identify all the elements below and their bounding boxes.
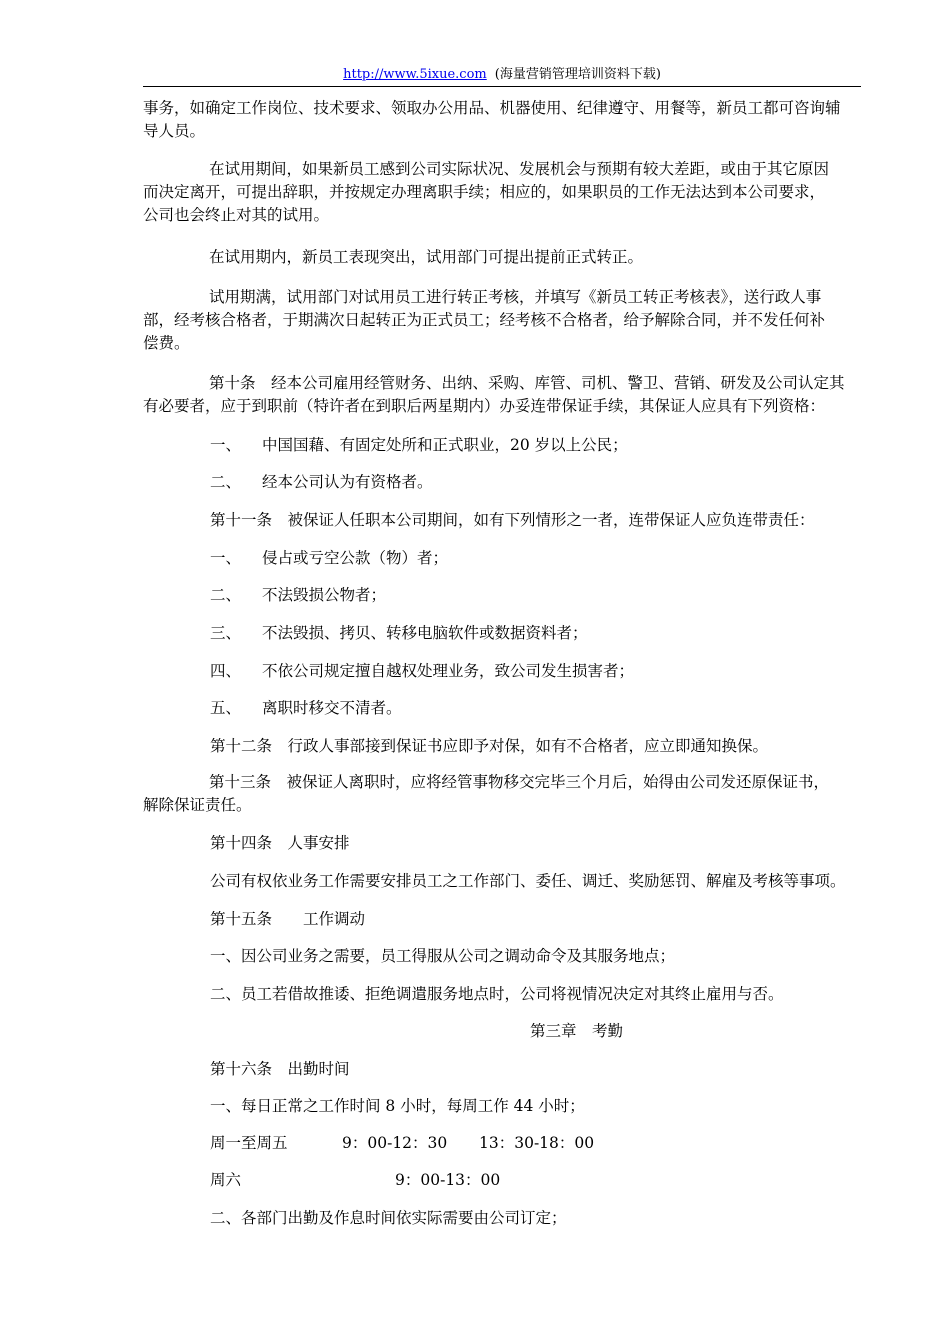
schedule-weekday-morning: 9：00-12：30 <box>342 1134 448 1152</box>
text-line: 在试用期间，如果新员工感到公司实际状况、发展机会与预期有较大差距，或由于其它原因 <box>209 160 830 178</box>
schedule-saturday-time: 9：00-13：00 <box>395 1171 501 1189</box>
article-15: 第十五条 工作调动 <box>210 910 366 928</box>
list-item-text: 不法毁损公物者； <box>262 586 387 604</box>
article-16: 第十六条 出勤时间 <box>210 1060 350 1078</box>
article-11: 第十一条 被保证人任职本公司期间，如有下列情形之一者，连带保证人应负连带责任： <box>210 511 815 529</box>
text-line: 事务，如确定工作岗位、技术要求、领取办公用品、机器使用、纪律遵守、用餐等，新员工都可咨询辅 <box>143 99 841 117</box>
text-line: 解除保证责任。 <box>143 796 252 814</box>
text-line: 而决定离开，可提出辞职，并按规定办理离职手续；相应的，如果职员的工作无法达到本公司要求， <box>143 183 826 201</box>
list-item-number: 二、 <box>210 586 242 604</box>
list-item-text: 侵占或亏空公款（物）者； <box>262 549 449 567</box>
header-link[interactable]: http://www.5ixue.com <box>343 67 487 82</box>
list-item-text: 离职时移交不清者。 <box>262 699 402 717</box>
list-item-text: 经本公司认为有资格者。 <box>262 473 433 491</box>
header-note: (海量营销管理培训资料下载) <box>494 67 661 82</box>
chapter-heading: 第三章 考勤 <box>530 1022 624 1040</box>
article-14: 第十四条 人事安排 <box>210 834 350 852</box>
list-item-number: 二、 <box>210 473 242 491</box>
paragraph-continuation <box>143 97 873 143</box>
page-header <box>143 66 861 84</box>
list-item-number: 三、 <box>210 624 242 642</box>
text-line: 第十三条 被保证人离职时，应将经管事物移交完毕三个月后，始得由公司发还原保证书， <box>209 773 830 791</box>
text-line: 试用期满，试用部门对试用员工进行转正考核，并填写《新员工转正考核表》，送行政人事 <box>209 288 822 306</box>
list-item-text: 中国国藉、有固定处所和正式职业，20 岁以上公民； <box>262 436 628 454</box>
schedule-saturday-label: 周六 <box>210 1171 242 1189</box>
article-13 <box>143 771 873 817</box>
list-item-text: 不法毁损、拷贝、转移电脑软件或数据资料者； <box>262 624 588 642</box>
article-15-item-1: 一、因公司业务之需要，员工得服从公司之调动命令及其服务地点； <box>210 947 676 965</box>
header-rule <box>143 86 861 87</box>
paragraph-probation-end <box>143 286 873 355</box>
article-12: 第十二条 行政人事部接到保证书应即予对保，如有不合格者，应立即通知换保。 <box>210 737 769 755</box>
list-item-number: 四、 <box>210 662 242 680</box>
text-line: 在试用期内，新员工表现突出，试用部门可提出提前正式转正。 <box>209 248 644 266</box>
article-16-item-1: 一、每日正常之工作时间 8 小时，每周工作 44 小时； <box>210 1097 585 1115</box>
text-line: 导人员。 <box>143 122 206 140</box>
paragraph-early-regularization <box>143 246 873 269</box>
list-item-number: 一、 <box>210 436 242 454</box>
text-line: 有必要者，应于到职前（特许者在到职后两星期内）办妥连带保证手续，其保证人应具有下列资格： <box>143 397 826 415</box>
text-line: 第十条 经本公司雇用经管财务、出纳、采购、库管、司机、警卫、营销、研发及公司认定其 <box>209 374 845 392</box>
text-line: 公司也会终止对其的试用。 <box>143 206 330 224</box>
text-line: 部，经考核合格者，于期满次日起转正为正式员工；经考核不合格者，给予解除合同，并不发任何补 <box>143 311 826 329</box>
text-line: 偿费。 <box>143 334 190 352</box>
paragraph-probation-leave <box>143 158 873 227</box>
article-10 <box>143 372 873 418</box>
schedule-weekday-afternoon: 13：30-18：00 <box>479 1134 595 1152</box>
schedule-weekday-label: 周一至周五 <box>210 1134 288 1152</box>
article-15-item-2: 二、员工若借故推诿、拒绝调遣服务地点时，公司将视情况决定对其终止雇用与否。 <box>210 985 784 1003</box>
list-item-text: 不依公司规定擅自越权处理业务，致公司发生损害者； <box>262 662 635 680</box>
article-16-item-2: 二、各部门出勤及作息时间依实际需要由公司订定； <box>210 1209 567 1227</box>
list-item-number: 五、 <box>210 699 242 717</box>
article-14-text: 公司有权依业务工作需要安排员工之工作部门、委任、调迁、奖励惩罚、解雇及考核等事项。 <box>210 872 846 890</box>
list-item-number: 一、 <box>210 549 242 567</box>
